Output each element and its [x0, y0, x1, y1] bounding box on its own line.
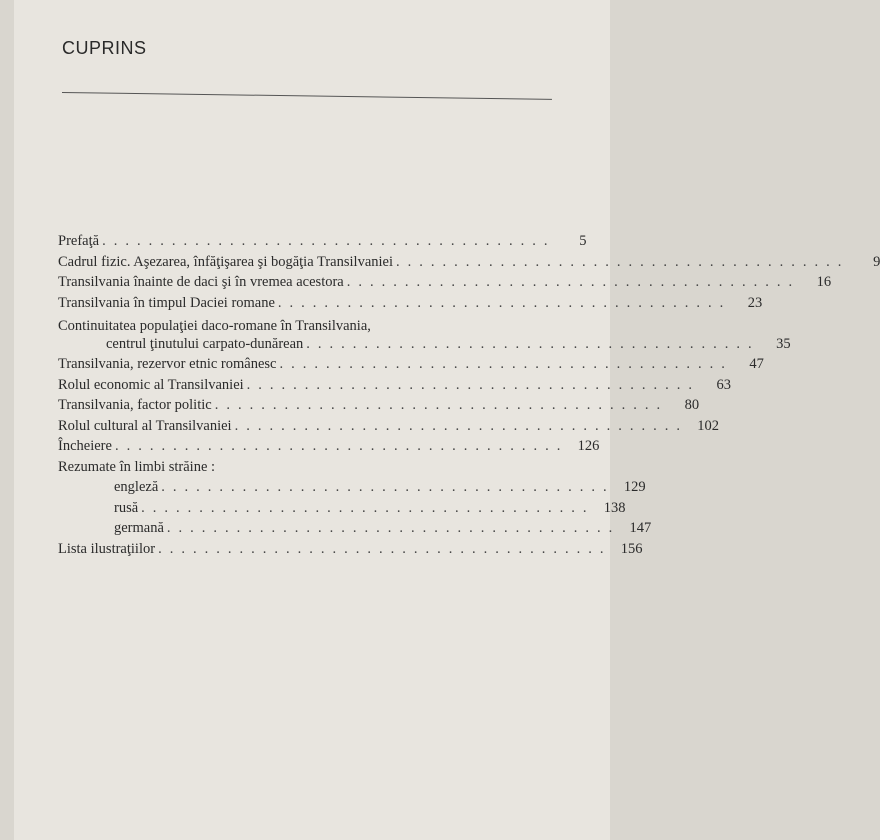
toc-entry-label: Rolul cultural al Transilvaniei — [58, 417, 232, 434]
toc-entry-incheiere — [58, 438, 600, 460]
toc-entry-rolul-economic — [58, 376, 732, 399]
toc-entry-label: germană — [114, 520, 164, 536]
toc-entry-dacia-romana — [58, 294, 763, 317]
toc-entry-label: Prefaţă — [58, 233, 100, 249]
toc-entry-label: Transilvania în timpul Daciei romane — [58, 294, 275, 311]
page-title: CUPRINS — [62, 38, 147, 58]
toc-page-number: 9 — [873, 253, 880, 270]
dot-leader: ....................................... — [306, 335, 760, 352]
toc-entry-germana — [58, 520, 652, 542]
toc-entry-cadrul-fizic — [58, 253, 880, 276]
dot-leader: ....................................... — [246, 376, 701, 393]
dot-leader: ....................................... — [214, 397, 669, 413]
toc-entry-rusa — [58, 499, 626, 522]
dot-leader: ....................................... — [102, 233, 556, 249]
toc-page-number: 23 — [747, 294, 763, 311]
toc-entry-continuitatea — [58, 316, 791, 357]
toc-page-number: 147 — [629, 520, 652, 536]
toc-page-number: 126 — [577, 438, 600, 454]
toc-entry-rezumate — [58, 460, 550, 481]
toc-entry-label: engleză — [114, 479, 159, 495]
toc-page-number: 35 — [776, 335, 791, 352]
toc-entry-label: rusă — [114, 499, 139, 516]
toc-entry-label: Transilvania înainte de daci şi în vremea acestora — [58, 274, 344, 290]
toc-page-number: 63 — [716, 376, 732, 393]
dot-leader: ....................................... — [279, 356, 733, 372]
dot-leader: ....................................... — [161, 479, 615, 495]
divider — [62, 92, 552, 100]
toc-entry-engleza — [58, 479, 646, 501]
dot-leader: ....................................... — [141, 499, 595, 516]
toc-entry-factor-politic — [58, 397, 700, 419]
dot-leader: ....................................... — [166, 520, 621, 536]
toc-entry-label-continued: centrul ţinutului carpato-dunărean — [106, 335, 304, 352]
toc-entry-label: Continuitatea populaţiei daco-romane în Transilvania, — [58, 318, 371, 334]
book-page — [14, 0, 880, 840]
toc-entry-label: Lista ilustraţiilor — [58, 540, 156, 557]
toc-entry-label: Încheiere — [58, 438, 112, 454]
toc-page-number: 5 — [579, 233, 587, 249]
toc-page-number: 47 — [749, 356, 764, 372]
toc-page-number: 156 — [620, 540, 643, 557]
toc-entry-label: Rezumate în limbi străine : — [58, 458, 216, 475]
toc-entry-prefata — [58, 233, 587, 255]
toc-page-number: 138 — [603, 499, 626, 516]
toc-entry-rolul-cultural — [58, 417, 719, 440]
toc-page-number: 129 — [623, 479, 646, 495]
table-of-contents — [58, 233, 880, 562]
toc-entry-label: Transilvania, factor politic — [58, 397, 212, 413]
toc-entry-label: Cadrul fizic. Aşezarea, înfăţişarea şi bogăţia Transilvaniei — [58, 253, 394, 270]
dot-leader: ....................................... — [158, 540, 612, 557]
toc-entry-label: Rolul economic al Transilvaniei — [58, 376, 244, 393]
toc-entry-inainte-de-daci — [58, 274, 832, 296]
toc-page-number: 102 — [697, 417, 719, 434]
toc-entry-label: Transilvania, rezervor etnic românesc — [58, 356, 277, 372]
dot-leader: ....................................... — [346, 274, 801, 290]
toc-page-number: 16 — [816, 274, 832, 290]
dot-leader: ....................................... — [114, 438, 569, 454]
toc-entry-lista-ilustratiilor — [58, 540, 643, 563]
toc-page-number: 80 — [684, 397, 700, 413]
dot-leader: ....................................... — [234, 417, 688, 434]
toc-entry-rezervor-etnic — [58, 356, 764, 378]
dot-leader: ....................................... — [396, 253, 850, 270]
dot-leader: ....................................... — [277, 294, 732, 311]
